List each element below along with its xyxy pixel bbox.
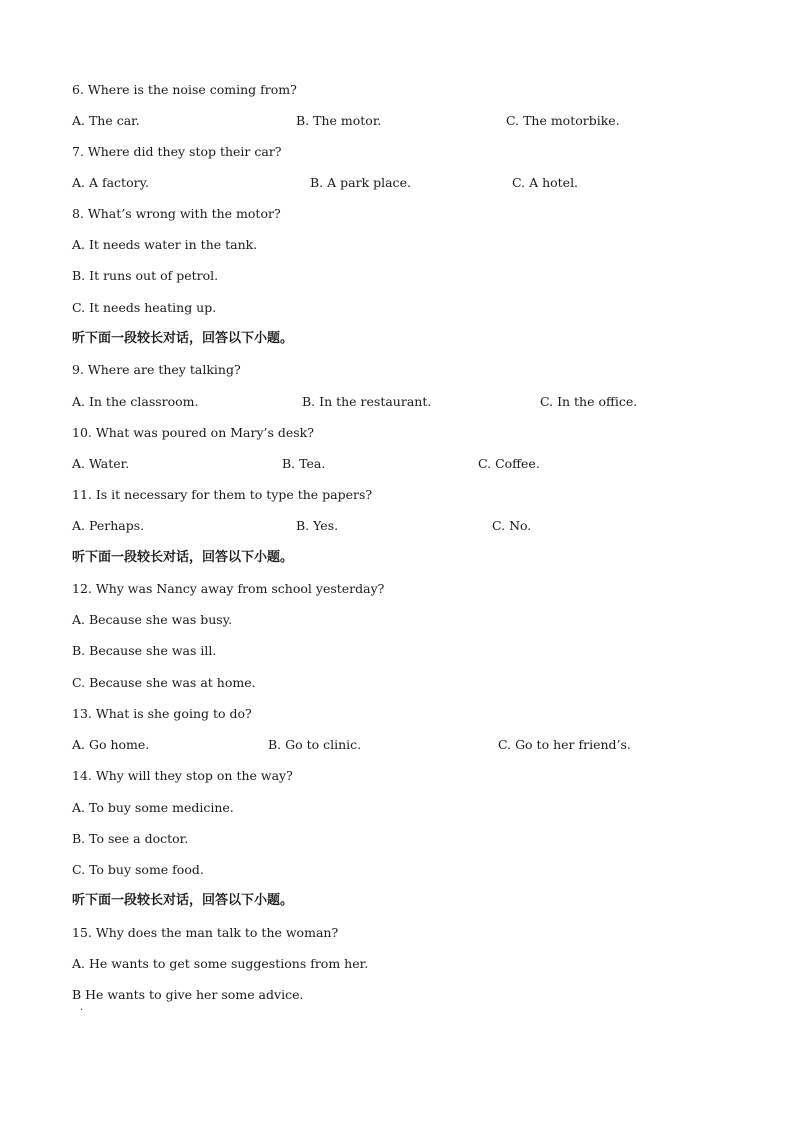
question-11: 11. Is it necessary for them to type the papers? [72,487,373,502]
q13-option-b: B. Go to clinic. [268,737,362,752]
q15-option-a: A. He wants to get some suggestions from her. [72,956,369,971]
section-heading: 听下面一段较长对话，回答以下小题。 [72,331,294,346]
q6-option-a: A. The car. [72,113,140,128]
q15-option-b: B He wants to give her some advice. [72,987,304,1002]
question-15: 15. Why does the man talk to the woman? [72,925,339,940]
question-8: 8. What’s wrong with the motor? [72,206,281,221]
q11-option-a: A. Perhaps. [72,518,145,533]
stray-mark: · [80,1005,84,1016]
q10-option-a: A. Water. [72,456,130,471]
q7-option-b: B. A park place. [310,175,411,190]
question-12: 12. Why was Nancy away from school yesterday? [72,581,385,596]
q7-option-c: C. A hotel. [512,175,579,190]
q8-option-b: B. It runs out of petrol. [72,268,219,283]
q13-option-a: A. Go home. [72,737,150,752]
question-6: 6. Where is the noise coming from? [72,82,297,97]
q8-option-a: A. It needs water in the tank. [72,237,258,252]
question-9: 9. Where are they talking? [72,362,241,377]
q12-option-c: C. Because she was at home. [72,675,256,690]
section-heading: 听下面一段较长对话，回答以下小题。 [72,550,294,565]
question-7: 7. Where did they stop their car? [72,144,282,159]
q14-option-b: B. To see a doctor. [72,831,189,846]
q6-option-b: B. The motor. [296,113,382,128]
q11-option-c: C. No. [492,518,532,533]
q9-option-a: A. In the classroom. [72,394,199,409]
q7-option-a: A. A factory. [72,175,149,190]
question-10: 10. What was poured on Mary’s desk? [72,425,314,440]
section-heading: 听下面一段较长对话，回答以下小题。 [72,893,294,908]
question-13: 13. What is she going to do? [72,706,252,721]
q14-option-c: C. To buy some food. [72,862,204,877]
q12-option-b: B. Because she was ill. [72,643,217,658]
q8-option-c: C. It needs heating up. [72,300,217,315]
q10-option-b: B. Tea. [282,456,326,471]
q14-option-a: A. To buy some medicine. [72,800,234,815]
q13-option-c: C. Go to her friend’s. [498,737,631,752]
q9-option-b: B. In the restaurant. [302,394,432,409]
q6-option-c: C. The motorbike. [506,113,620,128]
q11-option-b: B. Yes. [296,518,339,533]
q9-option-c: C. In the office. [540,394,638,409]
q12-option-a: A. Because she was busy. [72,612,233,627]
question-14: 14. Why will they stop on the way? [72,768,293,783]
q10-option-c: C. Coffee. [478,456,540,471]
